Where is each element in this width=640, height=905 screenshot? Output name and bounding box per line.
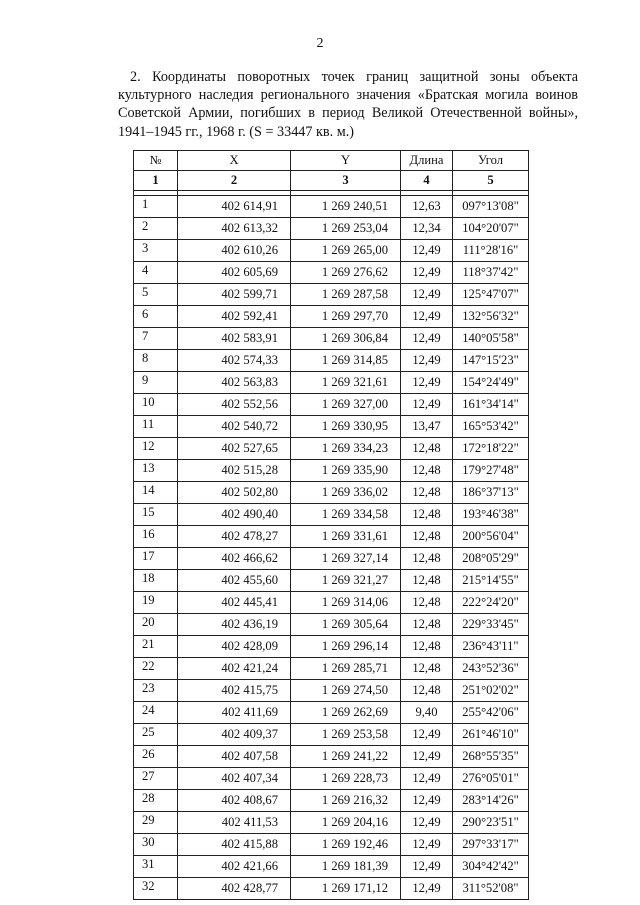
- table-row: [134, 768, 529, 790]
- page-number: 2: [316, 36, 324, 51]
- length-cell: 12,49: [401, 262, 453, 284]
- angle-cell: 118°37'42": [453, 262, 529, 284]
- angle-cell: 154°24'49": [453, 372, 529, 394]
- x-coordinate-cell: 402 466,62: [178, 548, 291, 570]
- table-row: [134, 240, 529, 262]
- angle-cell: 179°27'48": [453, 460, 529, 482]
- angle-cell: 222°24'20": [453, 592, 529, 614]
- angle-cell: 140°05'58": [453, 328, 529, 350]
- point-number-cell: 5: [134, 284, 178, 306]
- point-number-cell: 12: [134, 438, 178, 460]
- table-row: [134, 724, 529, 746]
- x-coordinate-cell: 402 515,28: [178, 460, 291, 482]
- y-coordinate-cell: 1 269 262,69: [291, 702, 401, 724]
- angle-cell: 165°53'42": [453, 416, 529, 438]
- column-number-row: [134, 171, 529, 191]
- table-header-row: [134, 151, 529, 171]
- angle-cell: 161°34'14": [453, 394, 529, 416]
- length-cell: 12,49: [401, 240, 453, 262]
- y-coordinate-cell: 1 269 253,58: [291, 724, 401, 746]
- x-coordinate-cell: 402 478,27: [178, 526, 291, 548]
- angle-cell: 125°47'07": [453, 284, 529, 306]
- table-row: [134, 834, 529, 856]
- table-row: [134, 592, 529, 614]
- angle-cell: 200°56'04": [453, 526, 529, 548]
- x-coordinate-cell: 402 455,60: [178, 570, 291, 592]
- length-cell: 12,49: [401, 284, 453, 306]
- angle-cell: 236°43'11": [453, 636, 529, 658]
- y-coordinate-cell: 1 269 314,06: [291, 592, 401, 614]
- y-coordinate-cell: 1 269 335,90: [291, 460, 401, 482]
- length-cell: 12,49: [401, 878, 453, 900]
- point-number-cell: 30: [134, 834, 178, 856]
- angle-cell: 268°55'35": [453, 746, 529, 768]
- x-coordinate-cell: 402 409,37: [178, 724, 291, 746]
- point-number-cell: 10: [134, 394, 178, 416]
- point-number-cell: 17: [134, 548, 178, 570]
- angle-cell: 290°23'51": [453, 812, 529, 834]
- angle-cell: 311°52'08": [453, 878, 529, 900]
- y-coordinate-cell: 1 269 287,58: [291, 284, 401, 306]
- x-coordinate-cell: 402 614,91: [178, 196, 291, 218]
- y-coordinate-cell: 1 269 327,14: [291, 548, 401, 570]
- angle-cell: 297°33'17": [453, 834, 529, 856]
- angle-cell: 208°05'29": [453, 548, 529, 570]
- y-coordinate-cell: 1 269 204,16: [291, 812, 401, 834]
- y-coordinate-cell: 1 269 331,61: [291, 526, 401, 548]
- x-coordinate-cell: 402 415,88: [178, 834, 291, 856]
- angle-cell: 193°46'38": [453, 504, 529, 526]
- y-coordinate-cell: 1 269 171,12: [291, 878, 401, 900]
- point-number-cell: 20: [134, 614, 178, 636]
- point-number-cell: 24: [134, 702, 178, 724]
- x-coordinate-cell: 402 552,56: [178, 394, 291, 416]
- table-body: [134, 191, 529, 900]
- y-coordinate-cell: 1 269 253,04: [291, 218, 401, 240]
- length-cell: 12,48: [401, 636, 453, 658]
- column-number: 2: [178, 171, 291, 191]
- x-coordinate-cell: 402 540,72: [178, 416, 291, 438]
- length-cell: 12,48: [401, 614, 453, 636]
- table-row: [134, 570, 529, 592]
- point-number-cell: 21: [134, 636, 178, 658]
- x-coordinate-cell: 402 407,58: [178, 746, 291, 768]
- x-coordinate-cell: 402 415,75: [178, 680, 291, 702]
- angle-cell: 229°33'45": [453, 614, 529, 636]
- table-row: [134, 856, 529, 878]
- point-number-cell: 13: [134, 460, 178, 482]
- angle-cell: 132°56'32": [453, 306, 529, 328]
- x-coordinate-cell: 402 421,24: [178, 658, 291, 680]
- coordinates-table: [133, 150, 529, 900]
- x-coordinate-cell: 402 411,69: [178, 702, 291, 724]
- table-row: [134, 614, 529, 636]
- x-coordinate-cell: 402 599,71: [178, 284, 291, 306]
- table-row: [134, 878, 529, 900]
- y-coordinate-cell: 1 269 314,85: [291, 350, 401, 372]
- point-number-cell: 14: [134, 482, 178, 504]
- y-coordinate-cell: 1 269 285,71: [291, 658, 401, 680]
- angle-cell: 304°42'42": [453, 856, 529, 878]
- table-row: [134, 680, 529, 702]
- y-coordinate-cell: 1 269 306,84: [291, 328, 401, 350]
- y-coordinate-cell: 1 269 274,50: [291, 680, 401, 702]
- y-coordinate-cell: 1 269 296,14: [291, 636, 401, 658]
- point-number-cell: 1: [134, 196, 178, 218]
- angle-cell: 251°02'02": [453, 680, 529, 702]
- angle-cell: 111°28'16": [453, 240, 529, 262]
- table-row: [134, 438, 529, 460]
- length-cell: 12,49: [401, 768, 453, 790]
- point-number-cell: 26: [134, 746, 178, 768]
- x-coordinate-cell: 402 428,09: [178, 636, 291, 658]
- point-number-cell: 11: [134, 416, 178, 438]
- point-number-cell: 2: [134, 218, 178, 240]
- point-number-cell: 25: [134, 724, 178, 746]
- y-coordinate-cell: 1 269 265,00: [291, 240, 401, 262]
- length-cell: 12,48: [401, 526, 453, 548]
- column-number: 5: [453, 171, 529, 191]
- y-coordinate-cell: 1 269 334,58: [291, 504, 401, 526]
- angle-cell: 186°37'13": [453, 482, 529, 504]
- point-number-cell: 19: [134, 592, 178, 614]
- length-cell: 12,34: [401, 218, 453, 240]
- length-cell: 12,63: [401, 196, 453, 218]
- table-row: [134, 812, 529, 834]
- length-cell: 12,49: [401, 834, 453, 856]
- x-coordinate-cell: 402 411,53: [178, 812, 291, 834]
- point-number-cell: 6: [134, 306, 178, 328]
- header-y: Y: [291, 151, 401, 171]
- length-cell: 12,48: [401, 570, 453, 592]
- table-row: [134, 196, 529, 218]
- header-number: №: [134, 151, 178, 171]
- point-number-cell: 27: [134, 768, 178, 790]
- angle-cell: 147°15'23": [453, 350, 529, 372]
- length-cell: 12,48: [401, 460, 453, 482]
- table-row: [134, 702, 529, 724]
- table-row: [134, 658, 529, 680]
- x-coordinate-cell: 402 610,26: [178, 240, 291, 262]
- point-number-cell: 15: [134, 504, 178, 526]
- y-coordinate-cell: 1 269 181,39: [291, 856, 401, 878]
- x-coordinate-cell: 402 436,19: [178, 614, 291, 636]
- y-coordinate-cell: 1 269 334,23: [291, 438, 401, 460]
- length-cell: 12,49: [401, 394, 453, 416]
- header-x: X: [178, 151, 291, 171]
- x-coordinate-cell: 402 583,91: [178, 328, 291, 350]
- point-number-cell: 16: [134, 526, 178, 548]
- point-number-cell: 8: [134, 350, 178, 372]
- x-coordinate-cell: 402 574,33: [178, 350, 291, 372]
- x-coordinate-cell: 402 407,34: [178, 768, 291, 790]
- length-cell: 12,48: [401, 680, 453, 702]
- table-row: [134, 416, 529, 438]
- table-row: [134, 218, 529, 240]
- point-number-cell: 4: [134, 262, 178, 284]
- length-cell: 12,48: [401, 592, 453, 614]
- table-row: [134, 372, 529, 394]
- table-row: [134, 504, 529, 526]
- length-cell: 12,49: [401, 812, 453, 834]
- angle-cell: 104°20'07": [453, 218, 529, 240]
- table-row: [134, 328, 529, 350]
- point-number-cell: 18: [134, 570, 178, 592]
- table-row: [134, 350, 529, 372]
- y-coordinate-cell: 1 269 228,73: [291, 768, 401, 790]
- x-coordinate-cell: 402 592,41: [178, 306, 291, 328]
- point-number-cell: 29: [134, 812, 178, 834]
- header-length: Длина: [401, 151, 453, 171]
- table-row: [134, 482, 529, 504]
- y-coordinate-cell: 1 269 241,22: [291, 746, 401, 768]
- table-row: [134, 790, 529, 812]
- point-number-cell: 7: [134, 328, 178, 350]
- length-cell: 12,49: [401, 306, 453, 328]
- point-number-cell: 23: [134, 680, 178, 702]
- length-cell: 12,48: [401, 548, 453, 570]
- point-number-cell: 31: [134, 856, 178, 878]
- y-coordinate-cell: 1 269 336,02: [291, 482, 401, 504]
- angle-cell: 255°42'06": [453, 702, 529, 724]
- x-coordinate-cell: 402 605,69: [178, 262, 291, 284]
- y-coordinate-cell: 1 269 297,70: [291, 306, 401, 328]
- table-row: [134, 306, 529, 328]
- point-number-cell: 3: [134, 240, 178, 262]
- angle-cell: 261°46'10": [453, 724, 529, 746]
- point-number-cell: 28: [134, 790, 178, 812]
- y-coordinate-cell: 1 269 330,95: [291, 416, 401, 438]
- y-coordinate-cell: 1 269 305,64: [291, 614, 401, 636]
- length-cell: 12,49: [401, 790, 453, 812]
- table-row: [134, 636, 529, 658]
- x-coordinate-cell: 402 563,83: [178, 372, 291, 394]
- x-coordinate-cell: 402 421,66: [178, 856, 291, 878]
- column-number: 4: [401, 171, 453, 191]
- column-number: 1: [134, 171, 178, 191]
- x-coordinate-cell: 402 445,41: [178, 592, 291, 614]
- heading-text: 2. Координаты поворотных точек границ защитной зоны объекта культурного наследия регионального значения «Братская могила воинов Советской Армии, погибших в период Великой Отечественной войны», 1941–1945 гг., 1968 г. (S = 33447 кв. м.): [118, 69, 578, 140]
- x-coordinate-cell: 402 490,40: [178, 504, 291, 526]
- x-coordinate-cell: 402 408,67: [178, 790, 291, 812]
- angle-cell: 276°05'01": [453, 768, 529, 790]
- length-cell: 12,48: [401, 438, 453, 460]
- y-coordinate-cell: 1 269 321,27: [291, 570, 401, 592]
- angle-cell: 172°18'22": [453, 438, 529, 460]
- column-number: 3: [291, 171, 401, 191]
- length-cell: 13,47: [401, 416, 453, 438]
- table-row: [134, 284, 529, 306]
- x-coordinate-cell: 402 613,32: [178, 218, 291, 240]
- table-row: [134, 394, 529, 416]
- section-heading: [118, 68, 578, 141]
- angle-cell: 097°13'08": [453, 196, 529, 218]
- x-coordinate-cell: 402 502,80: [178, 482, 291, 504]
- point-number-cell: 32: [134, 878, 178, 900]
- header-angle: Угол: [453, 151, 529, 171]
- length-cell: 12,49: [401, 724, 453, 746]
- x-coordinate-cell: 402 428,77: [178, 878, 291, 900]
- length-cell: 9,40: [401, 702, 453, 724]
- length-cell: 12,49: [401, 328, 453, 350]
- table-row: [134, 526, 529, 548]
- point-number-cell: 9: [134, 372, 178, 394]
- length-cell: 12,48: [401, 482, 453, 504]
- angle-cell: 215°14'55": [453, 570, 529, 592]
- table-row: [134, 460, 529, 482]
- length-cell: 12,49: [401, 372, 453, 394]
- point-number-cell: 22: [134, 658, 178, 680]
- length-cell: 12,49: [401, 856, 453, 878]
- table-row: [134, 746, 529, 768]
- table-row: [134, 262, 529, 284]
- y-coordinate-cell: 1 269 321,61: [291, 372, 401, 394]
- length-cell: 12,48: [401, 658, 453, 680]
- table-row: [134, 548, 529, 570]
- angle-cell: 283°14'26": [453, 790, 529, 812]
- length-cell: 12,49: [401, 746, 453, 768]
- y-coordinate-cell: 1 269 276,62: [291, 262, 401, 284]
- y-coordinate-cell: 1 269 240,51: [291, 196, 401, 218]
- y-coordinate-cell: 1 269 192,46: [291, 834, 401, 856]
- y-coordinate-cell: 1 269 327,00: [291, 394, 401, 416]
- x-coordinate-cell: 402 527,65: [178, 438, 291, 460]
- length-cell: 12,48: [401, 504, 453, 526]
- length-cell: 12,49: [401, 350, 453, 372]
- y-coordinate-cell: 1 269 216,32: [291, 790, 401, 812]
- angle-cell: 243°52'36": [453, 658, 529, 680]
